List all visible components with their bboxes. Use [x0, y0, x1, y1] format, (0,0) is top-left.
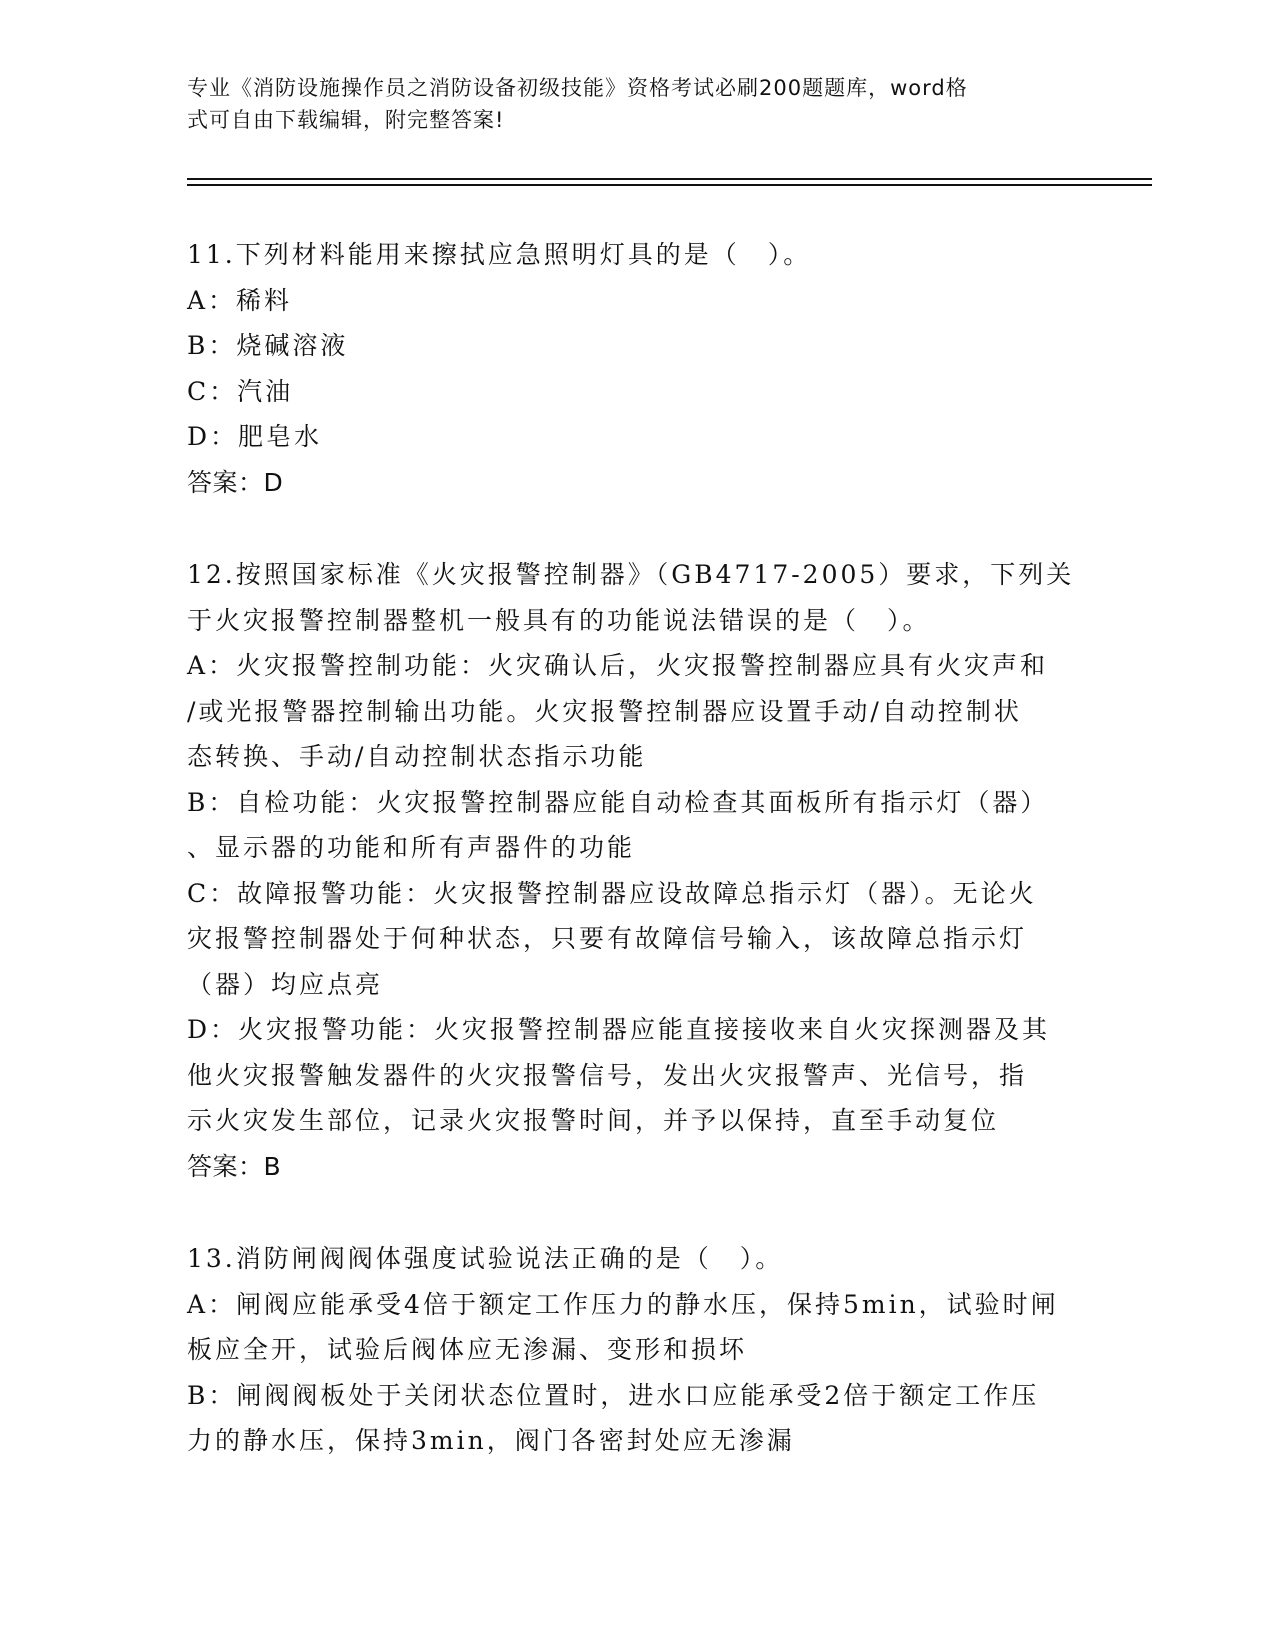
question-spacer — [187, 1189, 1087, 1236]
option-c: 灾报警控制器处于何种状态，只要有故障信号输入，该故障总指示灯 — [187, 924, 1028, 953]
option-c: （器）均应点亮 — [187, 969, 384, 999]
question-stem: 12.按照国家标准《火灾报警控制器》（GB4717-2005）要求，下列关 — [187, 560, 1075, 589]
option-d: 他火灾报警触发器件的火灾报警信号，发出火灾报警声、光信号，指 — [187, 1060, 1028, 1090]
option-d: D：火灾报警功能：火灾报警控制器应能直接接收来自火灾探测器及其 — [187, 1015, 1051, 1044]
option-a: /或光报警器控制输出功能。火灾报警控制器应设置手动/自动控制状 — [187, 696, 1022, 726]
answer-label: 答案：D — [187, 467, 284, 497]
option-c: C：汽油 — [187, 376, 294, 406]
option-c: C：故障报警功能：火灾报警控制器应设故障总指示灯（器）。无论火 — [187, 878, 1037, 908]
answer-label: 答案：B — [187, 1151, 282, 1181]
question-stem: 13.消防闸阀阀体强度试验说法正确的是（ ）。 — [187, 1244, 784, 1273]
option-a: A：火灾报警控制功能：火灾确认后，火灾报警控制器应具有火灾声和 — [187, 651, 1049, 680]
option-b: 、显示器的功能和所有声器件的功能 — [187, 833, 636, 862]
option-a: 态转换、手动/自动控制状态指示功能 — [187, 742, 647, 771]
question-spacer — [187, 505, 1087, 552]
option-b: B：自检功能：火灾报警控制器应能自动检查其面板所有指示灯（器） — [187, 787, 1049, 817]
option-b: B：闸阀阀板处于关闭状态位置时，进水口应能承受2倍于额定工作压 — [187, 1380, 1040, 1410]
document-header — [187, 72, 1067, 136]
option-b: B：烧碱溶液 — [187, 331, 349, 360]
option-d: 示火灾发生部位，记录火灾报警时间，并予以保持，直至手动复位 — [187, 1106, 1000, 1135]
question-stem: 11.下列材料能用来擦拭应急照明灯具的是（ ）。 — [187, 240, 812, 269]
option-d: D：肥皂水 — [187, 422, 323, 451]
header-divider — [187, 184, 1152, 186]
option-a: A：闸阀应能承受4倍于额定工作压力的静水压，保持5min，试验时闸 — [187, 1289, 1059, 1319]
header-divider — [187, 178, 1152, 180]
option-b: 力的静水压，保持3min，阀门各密封处应无渗漏 — [187, 1426, 795, 1455]
option-a: 板应全开，试验后阀体应无渗漏、变形和损坏 — [187, 1335, 748, 1364]
header-line: 式可自由下载编辑，附完整答案! — [187, 108, 505, 132]
question-stem: 于火灾报警控制器整机一般具有的功能说法错误的是（ ）。 — [187, 605, 931, 635]
option-a: A：稀料 — [187, 285, 293, 315]
header-line: 专业《消防设施操作员之消防设备初级技能》资格考试必刷200题题库，word格 — [187, 76, 968, 100]
question-11 — [187, 232, 1087, 505]
question-12 — [187, 552, 1087, 1189]
question-13 — [187, 1236, 1087, 1464]
question-list — [187, 232, 1087, 1464]
